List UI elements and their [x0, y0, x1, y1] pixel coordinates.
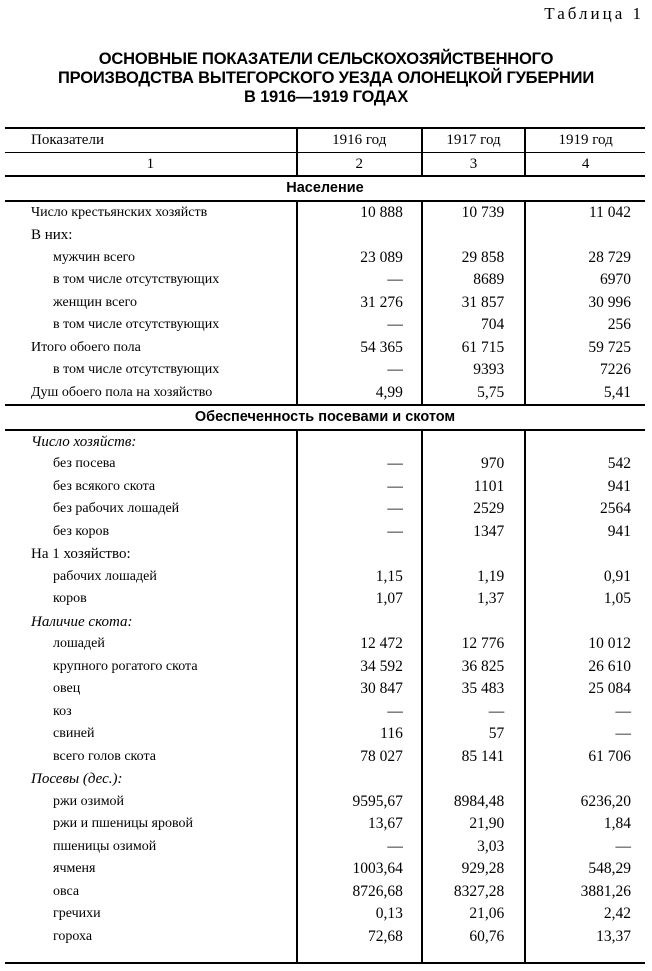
cell-value-1916: 10 888 [297, 201, 422, 225]
row-label: свиней [53, 726, 95, 741]
table-row [5, 498, 645, 521]
table-row [5, 453, 645, 476]
cell-value-1916 [297, 768, 422, 791]
cell-value-1919 [525, 611, 645, 634]
cell-value-1917: 21,90 [422, 813, 525, 836]
row-label: в том числе отсутствующих [53, 272, 220, 287]
table-row [5, 476, 645, 499]
column-number: 3 [422, 152, 525, 176]
row-label: Число крестьянских хозяйств [31, 204, 208, 220]
row-label: в том числе отсутствующих [53, 362, 220, 377]
section-header-row [5, 176, 645, 201]
table-row [5, 247, 645, 270]
row-label: женщин всего [53, 294, 137, 310]
row-label: Душ обоего пола на хозяйство [5, 382, 297, 406]
table-row [5, 633, 645, 656]
row-label: овец [53, 681, 81, 696]
row-label: всего голов скота [53, 748, 156, 764]
table-row [5, 430, 645, 454]
cell-value-1917: 36 825 [422, 656, 525, 679]
table-row [5, 813, 645, 836]
row-label: ржи озимой [53, 793, 125, 809]
section-title: Обеспеченность посевами и скотом [5, 405, 645, 430]
cell-value-1917: 8327,28 [422, 881, 525, 904]
cell-value-1919: 548,29 [525, 858, 645, 881]
table-row [5, 768, 645, 791]
cell-value-1916 [297, 543, 422, 566]
row-label: рабочих лошадей [53, 568, 157, 584]
cell-value-1917: 9393 [422, 359, 525, 382]
table-row [5, 791, 645, 814]
cell-value-1917: 85 141 [422, 746, 525, 769]
table-row [5, 359, 645, 382]
table-row [5, 701, 645, 724]
cell-value-1916: 1003,64 [297, 858, 422, 881]
cell-value-1919 [525, 430, 645, 454]
cell-value-1917 [422, 768, 525, 791]
cell-value-1916: 12 472 [297, 633, 422, 656]
cell-value-1919: 2,42 [525, 903, 645, 926]
cell-value-1916 [297, 430, 422, 454]
cell-value-1916: 30 847 [297, 678, 422, 701]
table-row [5, 382, 645, 406]
cell-value-1916: — [297, 453, 422, 476]
cell-value-1916: 4,99 [297, 382, 422, 406]
table-bottom-rule [5, 948, 645, 963]
column-header-indicators: Показатели [5, 128, 297, 152]
table-row [5, 543, 645, 566]
cell-value-1917: — [422, 701, 525, 724]
row-label: коз [53, 703, 72, 719]
table-number-label: Таблица 1 [544, 4, 644, 23]
cell-value-1916: 34 592 [297, 656, 422, 679]
cell-value-1916: — [297, 269, 422, 292]
row-label: без посева [53, 456, 116, 471]
cell-value-1917 [422, 543, 525, 566]
cell-value-1919: 30 996 [525, 292, 645, 315]
section-title: Население [5, 176, 645, 201]
column-header-1916: 1916 год [297, 128, 422, 152]
table-title [0, 50, 652, 107]
row-label: овса [53, 883, 80, 899]
cell-value-1917: 12 776 [422, 633, 525, 656]
table-row [5, 292, 645, 315]
cell-value-1917 [422, 430, 525, 454]
title-line: ПРОИЗВОДСТВА ВЫТЕГОРСКОГО УЕЗДА ОЛОНЕЦКОЙ ГУБЕРНИИ [58, 69, 594, 87]
column-header-1919: 1919 год [525, 128, 645, 152]
cell-value-1919: 256 [525, 314, 645, 337]
cell-value-1919: 2564 [525, 498, 645, 521]
cell-value-1919: — [525, 836, 645, 859]
empty-cell [5, 948, 297, 963]
cell-value-1919: 6970 [525, 269, 645, 292]
cell-value-1916: 1,15 [297, 566, 422, 589]
cell-value-1916: 31 276 [297, 292, 422, 315]
cell-value-1919: 7226 [525, 359, 645, 382]
cell-value-1919: 1,84 [525, 813, 645, 836]
table-row [5, 881, 645, 904]
cell-value-1917: 8689 [422, 269, 525, 292]
cell-value-1919: 5,41 [525, 382, 645, 406]
cell-value-1916: — [297, 476, 422, 499]
table-row [5, 566, 645, 589]
cell-value-1917 [422, 611, 525, 634]
cell-value-1916: — [297, 521, 422, 544]
table-body [5, 176, 645, 963]
header-row [5, 128, 645, 152]
table-row [5, 723, 645, 746]
title-line: ОСНОВНЫЕ ПОКАЗАТЕЛИ СЕЛЬСКОХОЗЯЙСТВЕННОГО [98, 50, 554, 68]
section-header-row [5, 405, 645, 430]
table-row [5, 224, 645, 247]
cell-value-1919 [525, 543, 645, 566]
row-label: лошадей [53, 636, 105, 651]
table-row [5, 521, 645, 544]
table-row [5, 858, 645, 881]
cell-value-1919: 10 012 [525, 633, 645, 656]
cell-value-1917: 60,76 [422, 926, 525, 949]
cell-value-1917: 8984,48 [422, 791, 525, 814]
cell-value-1916 [297, 611, 422, 634]
cell-value-1919: 542 [525, 453, 645, 476]
row-label: коров [53, 591, 87, 606]
cell-value-1917: 61 715 [422, 337, 525, 360]
cell-value-1916: — [297, 359, 422, 382]
table-row [5, 746, 645, 769]
cell-value-1916: 8726,68 [297, 881, 422, 904]
cell-value-1919: 941 [525, 476, 645, 499]
row-label: ржи и пшеницы яровой [53, 816, 193, 831]
cell-value-1917: 21,06 [422, 903, 525, 926]
table-row [5, 588, 645, 611]
cell-value-1916: — [297, 498, 422, 521]
table-row [5, 269, 645, 292]
cell-value-1916: 13,67 [297, 813, 422, 836]
cell-value-1919: 6236,20 [525, 791, 645, 814]
cell-value-1916: 72,68 [297, 926, 422, 949]
cell-value-1916: — [297, 836, 422, 859]
cell-value-1919: 11 042 [525, 201, 645, 225]
row-label: гороха [53, 928, 93, 944]
cell-value-1916: — [297, 701, 422, 724]
table-row [5, 903, 645, 926]
cell-value-1919: — [525, 723, 645, 746]
row-label: мужчин всего [53, 249, 136, 265]
cell-value-1919: — [525, 701, 645, 724]
empty-cell [422, 948, 525, 963]
row-label: пшеницы озимой [53, 838, 157, 854]
column-number: 4 [525, 152, 645, 176]
title-line: В 1916—1919 ГОДАХ [243, 88, 409, 106]
row-label: в том числе отсутствующих [53, 317, 220, 332]
cell-value-1916: 116 [297, 723, 422, 746]
row-label: крупного рогатого скота [53, 658, 198, 674]
table-row [5, 201, 645, 225]
cell-value-1919: 0,91 [525, 566, 645, 589]
cell-value-1917: 31 857 [422, 292, 525, 315]
cell-value-1916: 78 027 [297, 746, 422, 769]
column-number: 2 [297, 152, 422, 176]
row-label: В них: [31, 227, 73, 243]
table-row [5, 314, 645, 337]
cell-value-1916: 0,13 [297, 903, 422, 926]
table-row [5, 611, 645, 634]
cell-value-1917: 57 [422, 723, 525, 746]
cell-value-1919: 3881,26 [525, 881, 645, 904]
table-row [5, 926, 645, 949]
column-number-row [5, 152, 645, 176]
row-label: ячменя [53, 861, 96, 876]
column-number: 1 [5, 152, 297, 176]
cell-value-1917: 970 [422, 453, 525, 476]
row-label: Итого обоего пола [31, 339, 141, 355]
row-label: Число хозяйств: [31, 433, 137, 450]
cell-value-1919: 61 706 [525, 746, 645, 769]
cell-value-1917: 2529 [422, 498, 525, 521]
cell-value-1917: 3,03 [422, 836, 525, 859]
cell-value-1917: 1101 [422, 476, 525, 499]
cell-value-1919 [525, 768, 645, 791]
cell-value-1917: 704 [422, 314, 525, 337]
cell-value-1917: 1,19 [422, 566, 525, 589]
cell-value-1917: 10 739 [422, 201, 525, 225]
cell-value-1916: 23 089 [297, 247, 422, 270]
cell-value-1919: 59 725 [525, 337, 645, 360]
cell-value-1917: 35 483 [422, 678, 525, 701]
cell-value-1919: 13,37 [525, 926, 645, 949]
column-header-1917: 1917 год [422, 128, 525, 152]
row-label: без коров [53, 523, 110, 539]
cell-value-1917: 929,28 [422, 858, 525, 881]
cell-value-1919: 28 729 [525, 247, 645, 270]
cell-value-1919 [525, 224, 645, 247]
row-label: без всякого скота [53, 478, 156, 494]
cell-value-1919: 26 610 [525, 656, 645, 679]
table-row [5, 656, 645, 679]
cell-value-1919: 1,05 [525, 588, 645, 611]
row-label: Посевы (дес.): [31, 771, 123, 787]
cell-value-1917: 5,75 [422, 382, 525, 406]
row-label: гречихи [53, 906, 101, 921]
row-label: без рабочих лошадей [53, 501, 180, 516]
cell-value-1916: 1,07 [297, 588, 422, 611]
cell-value-1916: — [297, 314, 422, 337]
cell-value-1916 [297, 224, 422, 247]
cell-value-1917: 1347 [422, 521, 525, 544]
table-row [5, 678, 645, 701]
empty-cell [297, 948, 422, 963]
table-row [5, 337, 645, 360]
cell-value-1919: 941 [525, 521, 645, 544]
table-row [5, 836, 645, 859]
cell-value-1917 [422, 224, 525, 247]
cell-value-1916: 54 365 [297, 337, 422, 360]
cell-value-1919: 25 084 [525, 678, 645, 701]
cell-value-1916: 9595,67 [297, 791, 422, 814]
row-label: На 1 хозяйство: [31, 546, 131, 562]
row-label: Наличие скота: [31, 613, 133, 630]
cell-value-1917: 29 858 [422, 247, 525, 270]
empty-cell [525, 948, 645, 963]
cell-value-1917: 1,37 [422, 588, 525, 611]
statistics-table [5, 127, 645, 964]
